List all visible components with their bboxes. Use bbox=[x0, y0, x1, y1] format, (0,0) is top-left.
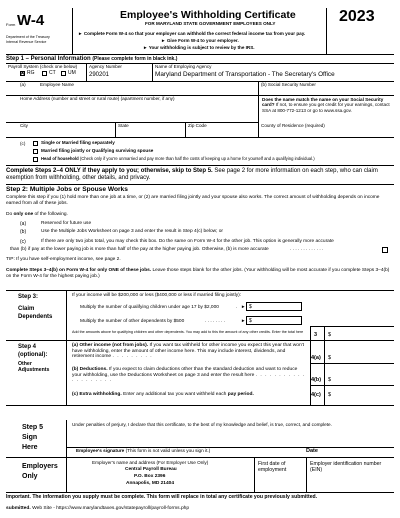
instruction-3: ► Your withholding is subject to review by the IRS. bbox=[143, 45, 255, 50]
county-label: County of Residence (required) bbox=[261, 123, 325, 128]
step2-c-dots: . . . . . . . . . . . . . bbox=[290, 247, 324, 252]
employer-address-2: P.O. Box 2396 bbox=[134, 474, 166, 479]
page-subtitle: FOR MARYLAND STATE GOVERNMENT EMPLOYEES ONLY bbox=[145, 21, 276, 26]
step3-total-field[interactable]: $ bbox=[328, 332, 332, 338]
filing-single-label: Single or Married filing separately bbox=[41, 140, 115, 145]
state-label: State bbox=[118, 123, 129, 128]
step1-c-label: (c) bbox=[20, 141, 26, 146]
step1-heading: Step 1 – Personal Information (Please complete form in black ink.) bbox=[6, 56, 178, 62]
dept-label: Department of the Treasury bbox=[6, 35, 50, 39]
city-label: City bbox=[20, 123, 28, 128]
step4-other: Other bbox=[18, 361, 32, 367]
step2-description: Complete this step if you (1) hold more than one job at a time, or (2) are married filing jointly and your spouse also works. The correct amount of withholding depends on income earned from all of these jobs. bbox=[6, 195, 380, 206]
employers-only-label: Only bbox=[22, 473, 38, 480]
employer-address-3: Annapolis, MD 21404 bbox=[126, 481, 174, 486]
step2-b-label: (b) bbox=[20, 229, 27, 235]
instruction-1: ► Complete Form W-4 so that your employer can withhold the correct federal income tax from your pay. bbox=[78, 31, 306, 36]
home-address-label: Home Address (number and street or rural route) (apartment number, if any) bbox=[20, 96, 175, 101]
step2-c-text-1: If there are only two jobs total, you may check this box. Do the same on Form W-4 for the other job. This option is generally more accurate bbox=[41, 239, 334, 244]
filing-hoh-checkbox[interactable] bbox=[33, 157, 38, 162]
step5-label: Step 5 bbox=[22, 424, 44, 431]
payroll-ct-checkbox[interactable] bbox=[42, 71, 47, 76]
filing-single-checkbox[interactable] bbox=[33, 141, 38, 146]
payroll-rg-label: RG bbox=[27, 70, 35, 76]
step4-b-ref: 4(b) bbox=[311, 377, 322, 383]
payroll-um-checkbox[interactable] bbox=[61, 71, 66, 76]
agency-number-label: Agency Number bbox=[89, 64, 122, 69]
step4-a-ref: 4(a) bbox=[311, 355, 321, 361]
step4-optional: (optional): bbox=[18, 352, 48, 358]
arrow-icon: ► bbox=[78, 31, 83, 36]
step2-c-text-2: than (b) if pay at the lower paying job is more than half of the pay at the higher paying job. Otherwise, (b) is more accurate bbox=[10, 247, 269, 252]
step3-income-line: If your income will be $200,000 or less ($400,000 or less if married filing jointly): bbox=[72, 293, 242, 298]
step3-dependents: Dependents bbox=[18, 314, 53, 320]
website-line: submitted. Web Site - https://www.marylandtaxes.gov/statepayroll/payroll-forms.php bbox=[6, 506, 190, 511]
step4-label: Step 4 bbox=[18, 344, 37, 350]
step4-a-field[interactable]: $ bbox=[328, 355, 332, 361]
signature-label: Employee's signature (This form is not valid unless you sign it.) bbox=[76, 448, 211, 453]
step3-other-dep-field[interactable]: $ bbox=[246, 316, 302, 325]
arrow-icon: ► bbox=[161, 38, 166, 43]
ein-label: Employer identification number (EIN) bbox=[310, 461, 382, 473]
filing-joint-label: Married filing jointly or Qualifying surviving spouse bbox=[41, 148, 154, 153]
step4-a-text: (a) Other income (not from jobs). If you want tax withheld for other income you expect this year that won't have withholding, enter the amount of other income here. This may include interest, dividends, and retirement income . . . . . . . . . bbox=[72, 343, 304, 360]
signature-field[interactable] bbox=[72, 432, 298, 446]
step3-children-text: Multiply the number of qualifying children under age 17 by $2,000 bbox=[80, 305, 219, 310]
step5-sign: Sign bbox=[22, 434, 38, 441]
arrow-icon: ► bbox=[241, 304, 246, 309]
arrow-icon: ► bbox=[241, 318, 246, 323]
agency-name-value[interactable]: Maryland Department of Transportation - The Secretary's Office bbox=[155, 71, 335, 78]
first-date-label: First date of employment bbox=[258, 461, 287, 473]
step1-a-label: (a) bbox=[20, 82, 26, 87]
arrow-icon: ► bbox=[143, 45, 148, 50]
step3-other-dep-text: Multiply the number of other dependents by $500 bbox=[80, 319, 185, 324]
step4-c-field[interactable]: $ bbox=[328, 392, 332, 398]
step2-tip: TIP: If you have self-employment income, see page 2. bbox=[6, 257, 121, 262]
employers-label: Employers bbox=[22, 463, 58, 470]
step3-other-dep-dots: . . . . . . . . bbox=[205, 319, 225, 324]
employer-name-label: Employer's name and address (For Employer Use Only) bbox=[92, 460, 209, 465]
step3-line-number: 3 bbox=[314, 332, 318, 338]
irs-label: Internal Revenue Service bbox=[6, 40, 47, 44]
step3-add-amounts: Add the amounts above for qualifying children and other dependents. You may add to this the amount of any other credits. Enter the total here bbox=[72, 330, 304, 334]
step3-claim: Claim bbox=[18, 306, 35, 312]
payroll-rg-checkbox[interactable] bbox=[20, 71, 25, 76]
website-link[interactable]: https://www.marylandtaxes.gov/statepayroll/payroll-forms.php bbox=[56, 506, 190, 511]
employee-name-label: Employee Name bbox=[40, 82, 74, 87]
step3-children-dots: . bbox=[236, 305, 238, 310]
step2-a-label: (a) bbox=[20, 221, 27, 227]
filing-joint-checkbox[interactable] bbox=[33, 149, 38, 154]
date-field[interactable] bbox=[304, 432, 392, 446]
step2-heading: Step 2: Multiple Jobs or Spouse Works bbox=[6, 186, 128, 193]
payroll-um-label: UM bbox=[68, 70, 76, 76]
step2-do-only: Do only one of the following. bbox=[6, 212, 68, 217]
step2-c-label: (c) bbox=[20, 239, 26, 245]
step4-adjustments: Adjustments bbox=[18, 367, 50, 373]
agency-number-value[interactable]: 290201 bbox=[89, 72, 110, 78]
step3-children-field[interactable]: $ bbox=[246, 302, 302, 311]
important-note: Important. The information you supply must be complete. This form will replace in total any certificate you previously submitted. bbox=[6, 494, 318, 500]
form-name: W-4 bbox=[17, 12, 45, 29]
form-label: Form bbox=[6, 22, 16, 27]
step4-b-text: (b) Deductions. If you expect to claim deductions other than the standard deduction and want to reduce your withholding, use the Deductions Worksheet on page 3 and enter the result here . . . . . . . . . . . . . . . . . . . . bbox=[72, 367, 306, 384]
zip-label: Zip Code bbox=[188, 123, 207, 128]
agency-name-label: Name of Employing Agency bbox=[155, 64, 212, 69]
payroll-ct-label: CT bbox=[49, 70, 56, 76]
perjury-statement: Under penalties of perjury, I declare that this certificate, to the best of my knowledge and belief, is true, correct, and complete. bbox=[72, 422, 332, 427]
step3-label: Step 3: bbox=[18, 294, 39, 300]
instruction-2: ► Give Form W-4 to your employer. bbox=[161, 38, 239, 43]
filing-hoh-label: Head of household (Check only if you're unmarried and pay more than half the costs of keeping up a home for yourself and a qualifying individual.) bbox=[41, 156, 315, 161]
step5-here: Here bbox=[22, 444, 38, 451]
step4-c-ref: 4(c) bbox=[311, 392, 321, 398]
page-title: Employee's Withholding Certificate bbox=[120, 9, 296, 21]
step4-b-field[interactable]: $ bbox=[328, 377, 332, 383]
steps-intro: Complete Steps 2–4 ONLY if they apply to you; otherwise, skip to Step 5. See page 2 for more information on each step, who can claim exemption from withholding, other details, and privacy. bbox=[6, 168, 378, 181]
ssn-label: (b) Social Security Number bbox=[261, 82, 316, 87]
name-match-note: Does the name match the name on your Social Security card? If not, to ensure you get credit for your earnings, contact SSA at 800-772-1213 or go to www.ssa.gov. bbox=[262, 97, 390, 113]
step2-a-text: Reserved for future use bbox=[41, 221, 92, 226]
date-label: Date bbox=[306, 448, 318, 454]
payroll-label: Payroll System (check one below) bbox=[8, 64, 78, 69]
step2-b-text: Use the Multiple Jobs Worksheet on page 3 and enter the result in Step 4(c) below; or bbox=[41, 229, 224, 234]
employer-address-1: Central Payroll Bureau bbox=[125, 467, 177, 472]
step4-c-text: (c) Extra withholding. Enter any additional tax you want withheld each pay period. bbox=[72, 392, 254, 397]
step2-complete-note: Complete Steps 3–4(b) on Form W-4 for only ONE of these jobs. Leave those steps blank for the other jobs. (Your withholding will be most accurate if you complete Steps 3–4(b) on the Form W-4 for the highest paying job.) bbox=[6, 268, 390, 279]
step2-c-checkbox[interactable] bbox=[382, 247, 388, 253]
tax-year: 2023 bbox=[339, 8, 375, 25]
